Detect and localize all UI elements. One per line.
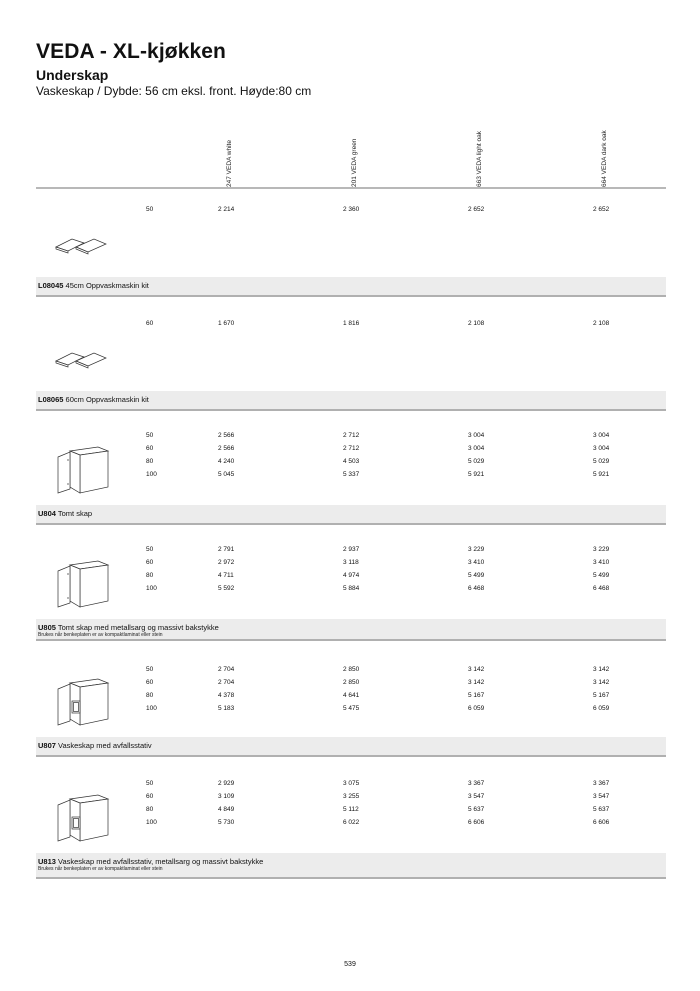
price-cell: 5 167 (593, 692, 610, 699)
price-cell: 5 499 (593, 572, 610, 579)
price-cell: 2 937 (343, 546, 360, 553)
price-cell: 2 652 (593, 206, 610, 213)
size-cell: 100 (146, 819, 157, 826)
product-section-u813 (36, 765, 666, 881)
price-cell: 3 004 (468, 445, 485, 452)
price-row (36, 585, 666, 598)
price-cell: 5 921 (468, 471, 485, 478)
price-cell: 5 921 (593, 471, 610, 478)
price-cell: 3 142 (593, 679, 610, 686)
price-cell: 5 637 (468, 806, 485, 813)
price-cell: 6 022 (343, 819, 360, 826)
page-subtitle: Underskap (36, 67, 109, 83)
price-cell: 3 255 (343, 793, 360, 800)
price-cell: 3 547 (593, 793, 610, 800)
product-name: 60cm Oppvaskmaskin kit (63, 395, 149, 404)
price-cell: 5 029 (593, 458, 610, 465)
size-cell: 60 (146, 793, 154, 800)
size-cell: 80 (146, 692, 154, 699)
price-row (36, 445, 666, 458)
price-row (36, 806, 666, 819)
price-cell: 2 704 (218, 679, 235, 686)
price-cell: 6 059 (468, 705, 485, 712)
price-cell: 3 410 (593, 559, 610, 566)
price-cell: 2 360 (343, 206, 360, 213)
page-title: VEDA - XL-kjøkken (36, 40, 226, 63)
price-cell: 1 816 (343, 320, 360, 327)
price-cell: 6 606 (593, 819, 610, 826)
price-cell: 5 730 (218, 819, 235, 826)
product-label (38, 509, 92, 518)
price-row (36, 793, 666, 806)
price-cell: 5 337 (343, 471, 360, 478)
panel-kit-icon (46, 211, 124, 273)
size-cell: 50 (146, 432, 154, 439)
product-label (38, 623, 219, 632)
price-row (36, 679, 666, 692)
size-cell: 50 (146, 206, 154, 213)
price-row (36, 705, 666, 718)
price-cell: 3 109 (218, 793, 235, 800)
price-cell: 3 142 (468, 666, 485, 673)
price-cell: 5 183 (218, 705, 235, 712)
size-cell: 60 (146, 445, 154, 452)
price-row (36, 320, 666, 333)
product-code: U813 (38, 857, 56, 866)
price-cell: 5 475 (343, 705, 360, 712)
panel-kit-icon (46, 325, 124, 387)
product-name: Vaskeskap med avfallsstativ, metallsarg og massivt bakstykke (55, 857, 264, 866)
price-cell: 5 167 (468, 692, 485, 699)
price-cell: 4 849 (218, 806, 235, 813)
page-number: 539 (344, 961, 356, 968)
price-cell: 4 641 (343, 692, 360, 699)
price-cell: 4 974 (343, 572, 360, 579)
size-cell: 60 (146, 679, 154, 686)
product-code: U804 (38, 509, 56, 518)
price-cell: 2 712 (343, 445, 360, 452)
price-cell: 2 566 (218, 445, 235, 452)
size-cell: 60 (146, 559, 154, 566)
product-label-bar (36, 277, 666, 297)
product-name: Tomt skap med metallsarg og massivt bakstykke (55, 623, 219, 632)
size-cell: 50 (146, 666, 154, 673)
size-cell: 100 (146, 471, 157, 478)
product-note: Brukes når benkeplaten er av kompaktlaminat eller stein (38, 866, 163, 872)
product-label (38, 281, 149, 290)
size-cell: 50 (146, 780, 154, 787)
size-cell: 80 (146, 806, 154, 813)
product-code: U805 (38, 623, 56, 632)
price-cell: 6 468 (593, 585, 610, 592)
page-description: Vaskeskap / Dybde: 56 cm eksl. front. Høyde:80 cm (36, 84, 312, 98)
price-row (36, 780, 666, 793)
price-cell: 3 142 (468, 679, 485, 686)
price-row (36, 559, 666, 572)
price-cell: 5 592 (218, 585, 235, 592)
size-cell: 50 (146, 546, 154, 553)
price-row (36, 546, 666, 559)
product-code: L08065 (38, 395, 64, 404)
price-cell: 5 045 (218, 471, 235, 478)
price-cell: 3 229 (593, 546, 610, 553)
column-header-white: 247 VEDA white (226, 140, 233, 187)
price-cell: 4 378 (218, 692, 235, 699)
price-cell: 3 367 (593, 780, 610, 787)
price-cell: 2 850 (343, 679, 360, 686)
price-row (36, 572, 666, 585)
size-cell: 80 (146, 572, 154, 579)
product-label-bar (36, 619, 666, 641)
product-section-l08045 (36, 189, 666, 297)
price-cell: 3 004 (593, 445, 610, 452)
price-cell: 3 004 (468, 432, 485, 439)
product-label-bar (36, 391, 666, 411)
product-label (38, 395, 149, 404)
price-cell: 2 929 (218, 780, 235, 787)
price-cell: 6 606 (468, 819, 485, 826)
price-row (36, 471, 666, 484)
column-header-green: 201 VEDA green (351, 138, 358, 187)
price-cell: 3 229 (468, 546, 485, 553)
product-label-bar (36, 853, 666, 879)
price-row (36, 692, 666, 705)
price-cell: 4 711 (218, 572, 234, 579)
product-code: U807 (38, 741, 56, 750)
product-label (38, 857, 263, 866)
price-cell: 2 791 (218, 546, 235, 553)
price-row (36, 432, 666, 445)
price-cell: 5 112 (343, 806, 359, 813)
price-cell: 2 972 (218, 559, 235, 566)
price-cell: 5 637 (593, 806, 610, 813)
price-cell: 2 652 (468, 206, 485, 213)
price-cell: 2 850 (343, 666, 360, 673)
column-header-light-oak: 663 VEDA light oak (476, 130, 483, 187)
size-cell: 80 (146, 458, 154, 465)
product-section-u807 (36, 649, 666, 757)
size-cell: 60 (146, 320, 154, 327)
price-cell: 5 884 (343, 585, 360, 592)
price-cell: 2 566 (218, 432, 235, 439)
price-cell: 3 367 (468, 780, 485, 787)
price-row (36, 458, 666, 471)
price-row (36, 666, 666, 679)
price-cell: 5 499 (468, 572, 485, 579)
product-label-bar (36, 505, 666, 525)
product-section-u805 (36, 531, 666, 641)
price-cell: 2 108 (468, 320, 485, 327)
product-label-bar (36, 737, 666, 757)
price-cell: 2 712 (343, 432, 360, 439)
column-header-dark-oak: 664 VEDA dark oak (601, 130, 608, 187)
product-name: Vaskeskap med avfallsstativ (55, 741, 152, 750)
price-cell: 3 547 (468, 793, 485, 800)
price-cell: 3 118 (343, 559, 359, 566)
price-cell: 5 029 (468, 458, 485, 465)
price-cell: 2 214 (218, 206, 235, 213)
product-label (38, 741, 152, 750)
product-name: 45cm Oppvaskmaskin kit (63, 281, 149, 290)
product-section-l08065 (36, 303, 666, 411)
price-cell: 3 142 (593, 666, 610, 673)
price-cell: 2 704 (218, 666, 235, 673)
price-cell: 2 108 (593, 320, 610, 327)
product-name: Tomt skap (55, 509, 93, 518)
price-cell: 6 468 (468, 585, 485, 592)
product-code: L08045 (38, 281, 64, 290)
size-cell: 100 (146, 585, 157, 592)
price-cell: 4 503 (343, 458, 360, 465)
product-section-u804 (36, 417, 666, 525)
price-cell: 3 075 (343, 780, 360, 787)
price-cell: 3 004 (593, 432, 610, 439)
price-row (36, 819, 666, 832)
price-row (36, 206, 666, 219)
price-cell: 1 670 (218, 320, 235, 327)
price-cell: 4 240 (218, 458, 235, 465)
size-cell: 100 (146, 705, 157, 712)
price-cell: 3 410 (468, 559, 485, 566)
product-note: Brukes når benkeplaten er av kompaktlaminat eller stein (38, 632, 163, 638)
price-cell: 6 059 (593, 705, 610, 712)
